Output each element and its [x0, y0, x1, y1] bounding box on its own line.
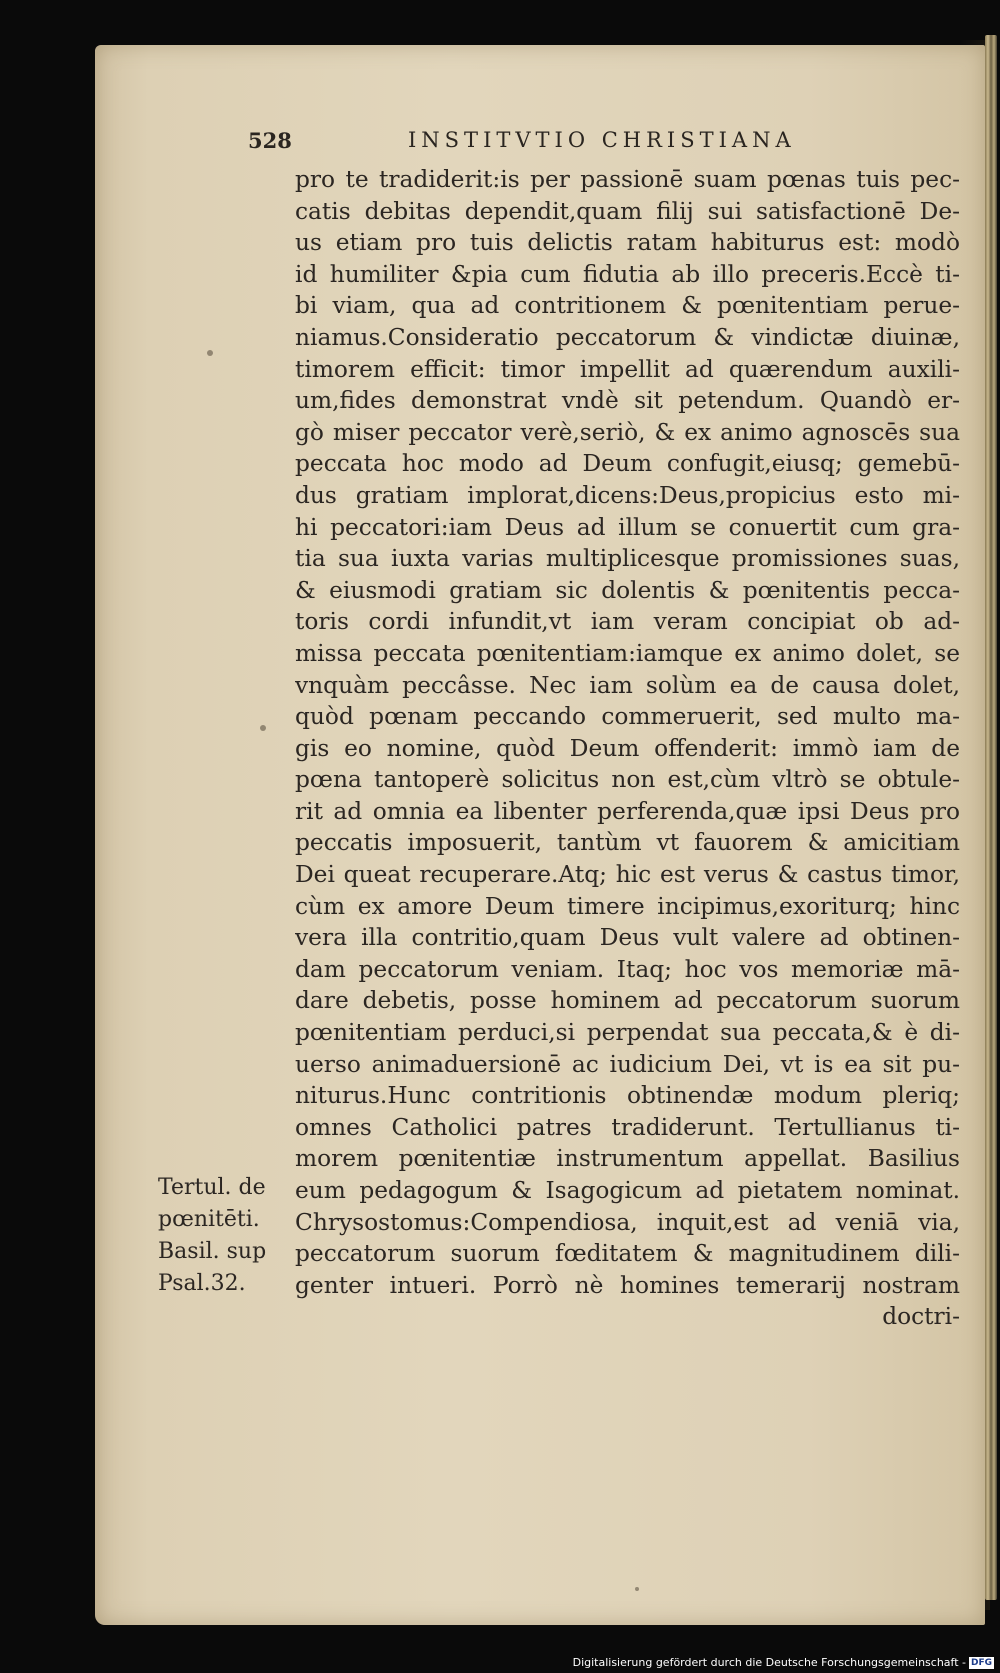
text-line: tia sua iuxta varias multiplicesque promissiones suas, [295, 545, 960, 573]
marginal-note-line: Basil. sup [158, 1239, 267, 1264]
text-line: cùm ex amore Deum timere incipimus,exoriturq; hinc [295, 892, 960, 920]
text-line: peccatorum suorum fœditatem & magnitudinem dili- [295, 1240, 960, 1268]
text-line: morem pœnitentiæ instrumentum appellat. Basilius [295, 1145, 960, 1173]
text-line: peccatis imposuerit, tantùm vt fauorem & amicitiam [295, 829, 960, 857]
text-line: peccata hoc modo ad Deum confugit,eiusq; gemebū- [295, 450, 960, 478]
page-header [248, 128, 968, 158]
text-line: um,fides demonstrat vndè sit petendum. Quandò er- [295, 387, 960, 415]
credit-text: Digitalisierung gefördert durch die Deutsche Forschungsgemeinschaft - [572, 1656, 966, 1669]
text-line: niamus.Consideratio peccatorum & vindictæ diuinæ, [295, 323, 960, 351]
body-text [295, 164, 960, 1333]
text-line: toris cordi infundit,vt iam veram concipiat ob ad- [295, 608, 960, 636]
text-line: rit ad omnia ea libenter perferenda,quæ ipsi Deus pro [295, 797, 960, 825]
text-line: timorem efficit: timor impellit ad quærendum auxili- [295, 355, 960, 383]
text-line: catis debitas dependit,quam filij sui satisfactionē De- [295, 197, 960, 225]
text-line: uerso animaduersionē ac iudicium Dei, vt is ea sit pu- [295, 1050, 960, 1078]
marginal-note-line: Psal.32. [158, 1271, 246, 1296]
text-line: bi viam, qua ad contritionem & pœnitentiam perue- [295, 292, 960, 320]
text-line: dare debetis, posse hominem ad peccatorum suorum [295, 987, 960, 1015]
paper-speck [635, 1587, 639, 1591]
text-line: omnes Catholici patres tradiderunt. Tertullianus ti- [295, 1113, 960, 1141]
text-line: hi peccatori:iam Deus ad illum se conuertit cum gra- [295, 513, 960, 541]
running-head: INSTITVTIO CHRISTIANA [408, 128, 796, 152]
text-line: quòd pœnam peccando commeruerit, sed multo ma- [295, 703, 960, 731]
text-line: pœna tantoperè solicitus non est,cùm vltrò se obtule- [295, 766, 960, 794]
text-line: gis eo nomine, quòd Deum offenderit: immò iam de [295, 734, 960, 762]
page-edge [985, 35, 997, 1600]
digitization-credit [573, 1655, 994, 1671]
text-line: eum pedagogum & Isagogicum ad pietatem nominat. [295, 1177, 960, 1204]
dfg-logo: DFG [970, 1658, 992, 1668]
text-line: dam peccatorum veniam. Itaq; hoc vos memoriæ mā- [295, 955, 960, 983]
text-line: pro te tradiderit:is per passionē suam pœnas tuis pec- [295, 166, 960, 193]
text-line: & eiusmodi gratiam sic dolentis & pœnitentis pecca- [295, 576, 960, 604]
text-line: genter intueri. Porrò nè homines temerarij nostram [295, 1271, 960, 1299]
text-line: vnquàm peccâsse. Nec iam solùm ea de causa dolet, [295, 671, 960, 699]
text-line: niturus.Hunc contritionis obtinendæ modum pleriq; [295, 1082, 960, 1110]
text-line: id humiliter &pia cum fidutia ab illo preceris.Eccè ti- [295, 260, 960, 288]
marginal-notes [158, 1172, 293, 1300]
text-line: vera illa contritio,quam Deus vult valere ad obtinen- [295, 924, 960, 952]
paper-speck [260, 725, 266, 731]
marginal-note-line: Tertul. de [158, 1175, 266, 1200]
text-line: pœnitentiam perduci,si perpendat sua peccata,& è di- [295, 1019, 960, 1047]
text-line: us etiam pro tuis delictis ratam habiturus est: modò [295, 229, 960, 257]
paper-speck [207, 350, 213, 356]
text-line: Dei queat recuperare.Atq; hic est verus & castus timor, [295, 861, 960, 889]
text-line: Chrysostomus:Compendiosa, inquit,est ad veniā via, [295, 1208, 960, 1236]
text-line: doctri- [882, 1303, 960, 1331]
page-number: 528 [248, 128, 292, 153]
text-line: gò miser peccator verè,seriò, & ex animo agnoscēs sua [295, 418, 960, 446]
text-line: dus gratiam implorat,dicens:Deus,propicius esto mi- [295, 481, 960, 509]
marginal-note-line: pœnitēti. [158, 1207, 260, 1232]
text-line: missa peccata pœnitentiam:iamque ex animo dolet, se [295, 639, 960, 667]
